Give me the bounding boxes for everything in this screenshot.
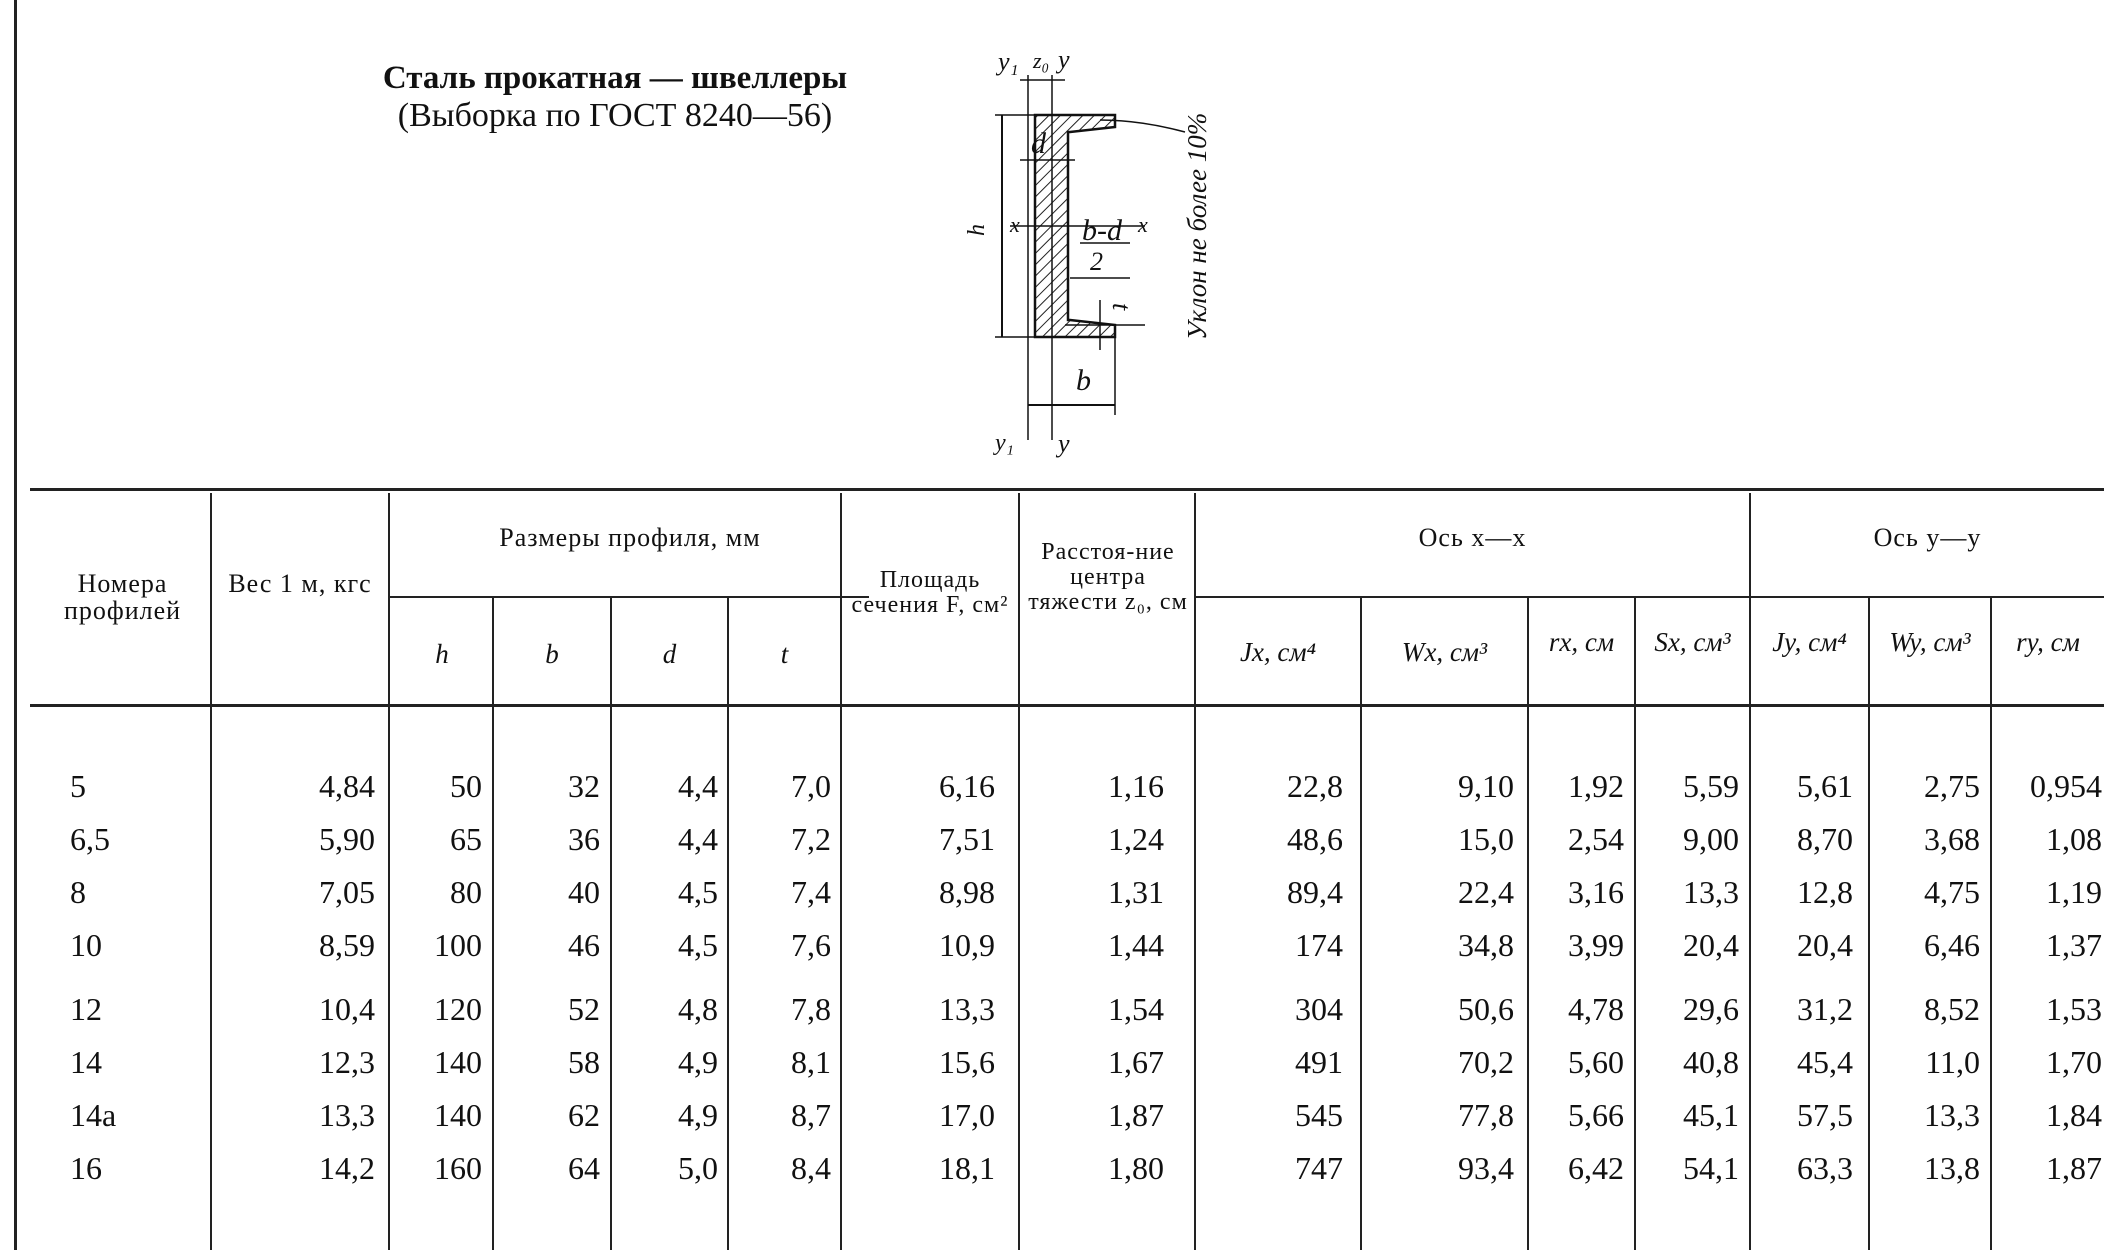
table-cell: 1,24: [1108, 821, 1164, 857]
table-cell: 40: [568, 874, 600, 910]
table-cell: 7,05: [319, 874, 375, 910]
header-axis-y: Ось y—y: [1873, 523, 1982, 552]
table-cell: 6,5: [70, 821, 110, 857]
table-cell: 13,3: [939, 991, 995, 1027]
table-cell: 13,3: [319, 1097, 375, 1133]
table-cell: 174: [1295, 927, 1343, 963]
col-rule: [388, 493, 390, 1250]
table-cell: 4,84: [319, 768, 375, 804]
table-cell: 40,8: [1683, 1044, 1739, 1080]
table-cell: 22,4: [1458, 874, 1514, 910]
header-Jy: Jy, см⁴: [1772, 627, 1847, 657]
table-cell: 1,87: [2046, 1150, 2102, 1186]
label-x-left: x: [1010, 212, 1020, 237]
table-cell: 7,4: [791, 874, 831, 910]
table-cell: 140: [434, 1044, 482, 1080]
header-axis-x: Ось x—x: [1418, 523, 1527, 552]
header-ry: ry, см: [2016, 627, 2080, 657]
table-cell: 545: [1295, 1097, 1343, 1133]
table-cell: 5,90: [319, 821, 375, 857]
table-cell: 22,8: [1287, 768, 1343, 804]
table-cell: 7,51: [939, 821, 995, 857]
table-cell: 1,70: [2046, 1044, 2102, 1080]
header-t: t: [780, 639, 789, 669]
table-cell: 5,0: [678, 1150, 718, 1186]
header-distance: Расстоя-ние центра тяжести z₀, см: [1028, 539, 1188, 616]
table-cell: 8,52: [1924, 991, 1980, 1027]
table-cell: 6,16: [939, 768, 995, 804]
channel-section-drawing: [940, 20, 1240, 460]
table-cell: 2,54: [1568, 821, 1624, 857]
table-cell: 140: [434, 1097, 482, 1133]
table-cell: 11,0: [1925, 1044, 1980, 1080]
table-cell: 5: [70, 768, 86, 804]
table-cell: 4,75: [1924, 874, 1980, 910]
table-cell: 1,84: [2046, 1097, 2102, 1133]
header-Wy: Wy, см³: [1889, 627, 1971, 657]
table-cell: 70,2: [1458, 1044, 1514, 1080]
table-cell: 304: [1295, 991, 1343, 1027]
table-cell: 4,9: [678, 1097, 718, 1133]
table-cell: 1,44: [1108, 927, 1164, 963]
table-cell: 12: [70, 991, 102, 1027]
label-t: t: [1107, 303, 1136, 311]
table-cell: 1,67: [1108, 1044, 1164, 1080]
table-cell: 5,60: [1568, 1044, 1624, 1080]
table-cell: 34,8: [1458, 927, 1514, 963]
col-rule: [1360, 598, 1362, 1250]
label-y1-bottom: y₁: [995, 430, 1014, 456]
table-cell: 8,1: [791, 1044, 831, 1080]
table-cell: 747: [1295, 1150, 1343, 1186]
table-cell: 8,7: [791, 1097, 831, 1133]
page-title: [355, 60, 875, 135]
table-cell: 62: [568, 1097, 600, 1133]
table-cell: 14,2: [319, 1150, 375, 1186]
table-cell: 7,8: [791, 991, 831, 1027]
table-cell: 13,8: [1924, 1150, 1980, 1186]
table-cell: 18,1: [939, 1150, 995, 1186]
table-cell: 1,08: [2046, 821, 2102, 857]
table-cell: 1,80: [1108, 1150, 1164, 1186]
table-cell: 15,6: [939, 1044, 995, 1080]
col-rule: [210, 493, 212, 1250]
label-y-top: y: [1058, 45, 1070, 74]
table-cell: 10,4: [319, 991, 375, 1027]
table-cell: 6,42: [1568, 1150, 1624, 1186]
axis-y-group-rule: [1749, 596, 2104, 598]
header-Sx: Sx, см³: [1654, 627, 1731, 657]
col-rule: [1990, 598, 1992, 1250]
label-bd-num: b-d: [1082, 214, 1122, 247]
table-cell: 16: [70, 1150, 102, 1186]
table-cell: 4,4: [678, 821, 718, 857]
table-cell: 63,3: [1797, 1150, 1853, 1186]
page-edge-rule: [14, 0, 17, 1250]
table-cell: 20,4: [1683, 927, 1739, 963]
table-cell: 14а: [70, 1097, 117, 1133]
table-cell: 20,4: [1797, 927, 1853, 963]
table-cell: 13,3: [1924, 1097, 1980, 1133]
label-y-bottom: y: [1058, 429, 1070, 458]
table-cell: 7,0: [791, 768, 831, 804]
col-rule: [492, 598, 494, 1250]
table-cell: 48,6: [1287, 821, 1343, 857]
label-b: b: [1076, 364, 1091, 397]
table-cell: 50,6: [1458, 991, 1514, 1027]
col-rule: [1018, 493, 1020, 1250]
table-cell: 1,19: [2046, 874, 2102, 910]
table-cell: 0,954: [2030, 768, 2102, 804]
col-rule: [840, 493, 842, 1250]
table-cell: 17,0: [939, 1097, 995, 1133]
table-cell: 3,99: [1568, 927, 1624, 963]
title-main: Сталь прокатная — швеллеры: [382, 60, 848, 96]
header-d: d: [662, 639, 677, 669]
header-Wx: Wx, см³: [1401, 637, 1488, 667]
table-cell: 1,31: [1108, 874, 1164, 910]
table-cell: 10,9: [939, 927, 995, 963]
header-weight: Вес 1 м, кгс: [228, 569, 372, 598]
table-cell: 3,68: [1924, 821, 1980, 857]
table-cell: 491: [1295, 1044, 1343, 1080]
col-rule: [1527, 598, 1529, 1250]
table-cell: 45,4: [1797, 1044, 1853, 1080]
header-b: b: [545, 639, 559, 669]
table-cell: 12,8: [1797, 874, 1853, 910]
table-cell: 8,4: [791, 1150, 831, 1186]
table-cell: 100: [434, 927, 482, 963]
label-y1-top: y₁: [998, 47, 1019, 76]
table-cell: 4,5: [678, 927, 718, 963]
table-cell: 9,00: [1683, 821, 1739, 857]
table-cell: 1,54: [1108, 991, 1164, 1027]
table-cell: 14: [70, 1044, 102, 1080]
title-subtitle: (Выборка по ГОСТ 8240—56): [397, 96, 833, 134]
channel-table: [30, 488, 2104, 1250]
table-cell: 7,2: [791, 821, 831, 857]
table-cell: 93,4: [1458, 1150, 1514, 1186]
col-rule: [1868, 598, 1870, 1250]
table-cell: 80: [450, 874, 482, 910]
channel-profile-diagram: [940, 20, 1240, 460]
table-cell: 31,2: [1797, 991, 1853, 1027]
table-cell: 1,92: [1568, 768, 1624, 804]
table-cell: 45,1: [1683, 1097, 1739, 1133]
table-cell: 3,16: [1568, 874, 1624, 910]
label-h: h: [964, 224, 990, 236]
col-rule: [1194, 493, 1196, 1250]
table-cell: 2,75: [1924, 768, 1980, 804]
table-cell: 58: [568, 1044, 600, 1080]
table-top-rule: [30, 488, 2104, 491]
table-cell: 5,61: [1797, 768, 1853, 804]
header-rx: rx, см: [1548, 627, 1615, 657]
header-area: Площадь сечения F, см²: [851, 567, 1009, 619]
table-cell: 64: [568, 1150, 600, 1186]
table-cell: 29,6: [1683, 991, 1739, 1027]
table-cell: 12,3: [319, 1044, 375, 1080]
table-cell: 8: [70, 874, 86, 910]
dims-group-rule: [388, 596, 869, 598]
header-Jx: Jx, см⁴: [1239, 637, 1317, 667]
table-cell: 160: [434, 1150, 482, 1186]
col-rule: [1749, 493, 1751, 1250]
table-cell: 5,59: [1683, 768, 1739, 804]
table-cell: 36: [568, 821, 600, 857]
header-bottom-rule: [30, 704, 2104, 707]
label-x-right: x: [1138, 212, 1148, 237]
table-cell: 77,8: [1458, 1097, 1514, 1133]
table-cell: 13,3: [1683, 874, 1739, 910]
table-cell: 8,59: [319, 927, 375, 963]
table-cell: 8,70: [1797, 821, 1853, 857]
table-cell: 65: [450, 821, 482, 857]
table-cell: 15,0: [1458, 821, 1514, 857]
header-dims-group: Размеры профиля, мм: [499, 523, 761, 552]
table-cell: 4,78: [1568, 991, 1624, 1027]
table-cell: 46: [568, 927, 600, 963]
table-cell: 8,98: [939, 874, 995, 910]
table-cell: 1,37: [2046, 927, 2102, 963]
table-cell: 50: [450, 768, 482, 804]
table-cell: 1,16: [1108, 768, 1164, 804]
col-rule: [610, 598, 612, 1250]
table-cell: 120: [434, 991, 482, 1027]
header-number: Номера профилей: [63, 569, 182, 626]
table-cell: 57,5: [1797, 1097, 1853, 1133]
table-cell: 10: [70, 927, 102, 963]
label-bd-den: 2: [1090, 247, 1103, 276]
label-d: d: [1031, 127, 1046, 160]
table-cell: 1,87: [1108, 1097, 1164, 1133]
table-cell: 5,66: [1568, 1097, 1624, 1133]
table-cell: 4,5: [678, 874, 718, 910]
table-cell: 4,4: [678, 768, 718, 804]
axis-x-group-rule: [1194, 596, 1749, 598]
header-h: h: [435, 639, 449, 669]
table-cell: 52: [568, 991, 600, 1027]
table-cell: 54,1: [1683, 1150, 1739, 1186]
col-rule: [1634, 598, 1636, 1250]
table-cell: 4,9: [678, 1044, 718, 1080]
table-cell: 32: [568, 768, 600, 804]
table-cell: 89,4: [1287, 874, 1343, 910]
table-cell: 9,10: [1458, 768, 1514, 804]
table-cell: 6,46: [1924, 927, 1980, 963]
label-slope: Уклон не более 10%: [1182, 112, 1212, 340]
table-cell: 7,6: [791, 927, 831, 963]
col-rule: [727, 598, 729, 1250]
table-cell: 4,8: [678, 991, 718, 1027]
table-cell: 1,53: [2046, 991, 2102, 1027]
label-z0: z₀: [1033, 48, 1050, 73]
